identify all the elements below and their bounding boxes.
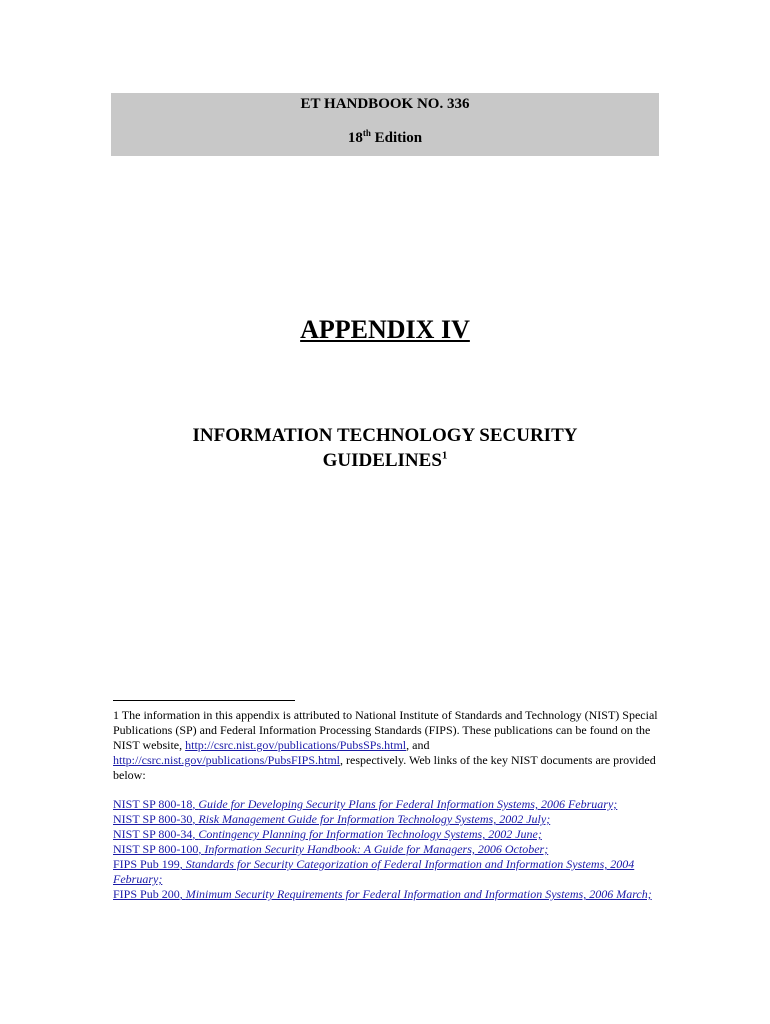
footnote-text-a: The information in this appendix is attributed to National Institute of Standards and Technology (NIST) Special Publications (SP) and Federal Information Processing Standards (FIPS). These publications can be found on the NIST website, — [113, 708, 658, 752]
handbook-number: ET HANDBOOK NO. 336 — [300, 96, 470, 112]
link-nist-sp-800-18[interactable]: NIST SP 800-18, Guide for Developing Security Plans for Federal Information Systems, 2006 February; — [113, 797, 618, 811]
link-nist-sp-800-34[interactable]: NIST SP 800-34, Contingency Planning for Information Technology Systems, 2002 June; — [113, 827, 542, 841]
link-fips-pub-200[interactable]: FIPS Pub 200, Minimum Security Requirements for Federal Information and Information Systems, 2006 March; — [113, 887, 652, 901]
link-title: Minimum Security Requirements for Federal Information and Information Systems, 2006 March; — [185, 887, 652, 901]
section-subtitle — [0, 423, 770, 473]
link-title: Standards for Security Categorization of Federal Information and Information Systems, 2004 February; — [113, 857, 635, 886]
nist-sp-pubs-link[interactable]: http://csrc.nist.gov/publications/PubsSPs.html — [185, 738, 407, 752]
nist-fips-pubs-link[interactable]: http://csrc.nist.gov/publications/PubsFIPS.html — [113, 753, 341, 767]
edition-number: 18 — [347, 130, 363, 146]
link-fips-pub-199[interactable]: FIPS Pub 199, Standards for Security Categorization of Federal Information and Information Systems, 2004 February; — [113, 857, 635, 886]
footnote-text-c: , respectively. Web links of the key NIST documents are provided below: — [113, 753, 656, 782]
subtitle-footnote-marker: 1 — [441, 449, 448, 462]
footnote-text-b: , and — [406, 738, 430, 752]
link-id: FIPS Pub 200 — [113, 887, 180, 901]
link-id: FIPS Pub 199 — [113, 857, 180, 871]
link-title: Guide for Developing Security Plans for Federal Information Systems, 2006 February; — [198, 797, 618, 811]
footnote-rule — [113, 700, 295, 701]
link-id: NIST SP 800-34 — [113, 827, 193, 841]
link-id: NIST SP 800-18 — [113, 797, 193, 811]
footnote — [113, 708, 661, 783]
edition-line — [111, 130, 659, 147]
link-nist-sp-800-30[interactable]: NIST SP 800-30, Risk Management Guide for Information Technology Systems, 2002 July; — [113, 812, 551, 826]
appendix-title: APPENDIX IV — [300, 315, 470, 344]
edition-word: Edition — [370, 130, 423, 146]
link-title: Contingency Planning for Information Technology Systems, 2002 June; — [198, 827, 542, 841]
footnote-marker: 1 — [113, 708, 119, 722]
edition-suffix: th — [362, 128, 371, 138]
link-title: Information Security Handbook: A Guide for Managers, 2006 October; — [204, 842, 549, 856]
link-title: Risk Management Guide for Information Technology Systems, 2002 July; — [198, 812, 551, 826]
subtitle-line-2 — [0, 448, 770, 473]
link-id: NIST SP 800-30 — [113, 812, 193, 826]
subtitle-line-2-text: GUIDELINES — [322, 450, 442, 471]
subtitle-line-1: INFORMATION TECHNOLOGY SECURITY — [192, 425, 578, 446]
link-nist-sp-800-100[interactable]: NIST SP 800-100, Information Security Handbook: A Guide for Managers, 2006 October; — [113, 842, 549, 856]
link-id: NIST SP 800-100 — [113, 842, 199, 856]
nist-document-links — [113, 797, 661, 902]
header-banner — [111, 93, 659, 156]
